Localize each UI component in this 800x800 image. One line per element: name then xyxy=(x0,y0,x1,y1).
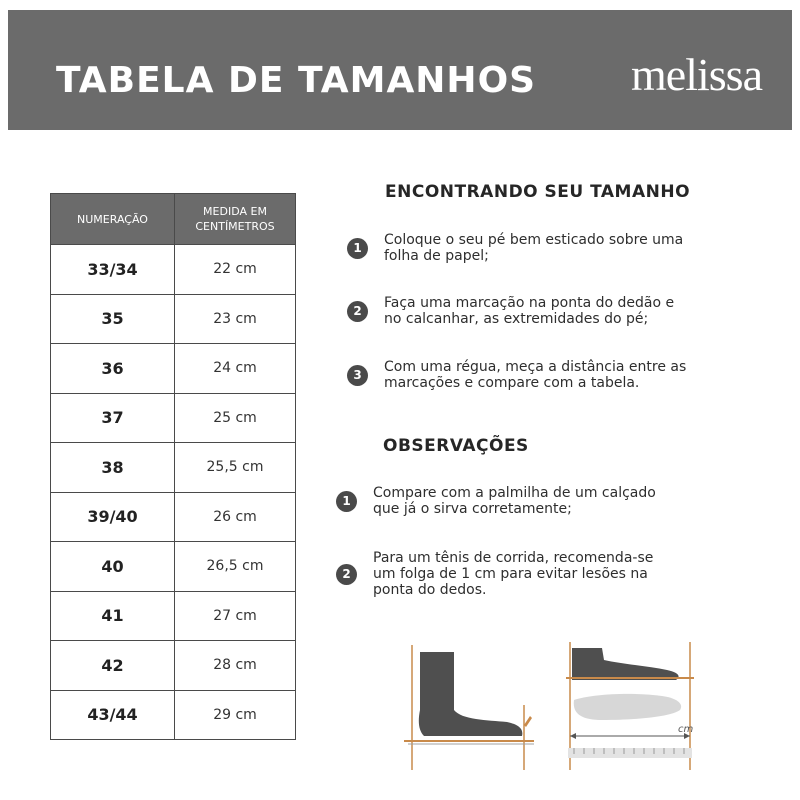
step-number-badge: 1 xyxy=(347,238,368,259)
step-number-badge: 2 xyxy=(347,301,368,322)
foot-side-illustration xyxy=(402,640,542,775)
table-row xyxy=(51,393,296,443)
step-text: Para um tênis de corrida, recomenda-se um folga de 1 cm para evitar lesões na ponta do dedos. xyxy=(373,550,654,598)
size-number: 35 xyxy=(51,294,175,344)
size-cm: 25,5 cm xyxy=(175,443,296,493)
section-title-finding: ENCONTRANDO SEU TAMANHO xyxy=(385,182,691,202)
finding-step xyxy=(347,359,686,391)
size-number: 42 xyxy=(51,641,175,691)
finding-step xyxy=(347,295,674,327)
step-text: Compare com a palmilha de um calçado que já o sirva corretamente; xyxy=(373,485,656,517)
table-row xyxy=(51,641,296,691)
header-banner xyxy=(8,10,792,130)
step-number-badge: 3 xyxy=(347,365,368,386)
column-header-numeracao: NUMERAÇÃO xyxy=(51,194,175,245)
size-number: 33/34 xyxy=(51,245,175,295)
table-row xyxy=(51,245,296,295)
size-number: 38 xyxy=(51,443,175,493)
finding-step xyxy=(347,232,683,264)
table-row xyxy=(51,542,296,592)
step-number-badge: 2 xyxy=(336,564,357,585)
size-number: 43/44 xyxy=(51,690,175,740)
step-text: Coloque o seu pé bem esticado sobre uma folha de papel; xyxy=(384,232,684,264)
table-row xyxy=(51,690,296,740)
step-text: Faça uma marcação na ponta do dedão e no calcanhar, as extremidades do pé; xyxy=(384,295,675,327)
size-cm: 26,5 cm xyxy=(175,542,296,592)
size-cm: 24 cm xyxy=(175,344,296,394)
table-row xyxy=(51,591,296,641)
size-number: 36 xyxy=(51,344,175,394)
unit-label: cm xyxy=(678,724,694,735)
size-cm: 22 cm xyxy=(175,245,296,295)
size-table xyxy=(50,193,296,740)
table-row xyxy=(51,443,296,493)
size-cm: 29 cm xyxy=(175,690,296,740)
table-row xyxy=(51,492,296,542)
size-number: 37 xyxy=(51,393,175,443)
observation-item xyxy=(336,485,656,517)
observation-item xyxy=(336,550,653,598)
brand-logo: melissa xyxy=(631,49,762,100)
size-cm: 28 cm xyxy=(175,641,296,691)
size-cm: 23 cm xyxy=(175,294,296,344)
size-number: 40 xyxy=(51,542,175,592)
size-cm: 25 cm xyxy=(175,393,296,443)
section-title-observacoes: OBSERVAÇÕES xyxy=(383,436,529,456)
column-header-medida: MEDIDA EM CENTÍMETROS xyxy=(175,194,296,245)
page-title: TABELA DE TAMANHOS xyxy=(56,60,537,101)
size-number: 41 xyxy=(51,591,175,641)
foot-measure-illustration xyxy=(562,640,702,775)
step-number-badge: 1 xyxy=(336,491,357,512)
size-number: 39/40 xyxy=(51,492,175,542)
table-row xyxy=(51,344,296,394)
step-text: Com uma régua, meça a distância entre as marcações e compare com a tabela. xyxy=(384,359,687,391)
size-cm: 27 cm xyxy=(175,591,296,641)
table-row xyxy=(51,294,296,344)
size-cm: 26 cm xyxy=(175,492,296,542)
size-table-header xyxy=(51,194,296,245)
